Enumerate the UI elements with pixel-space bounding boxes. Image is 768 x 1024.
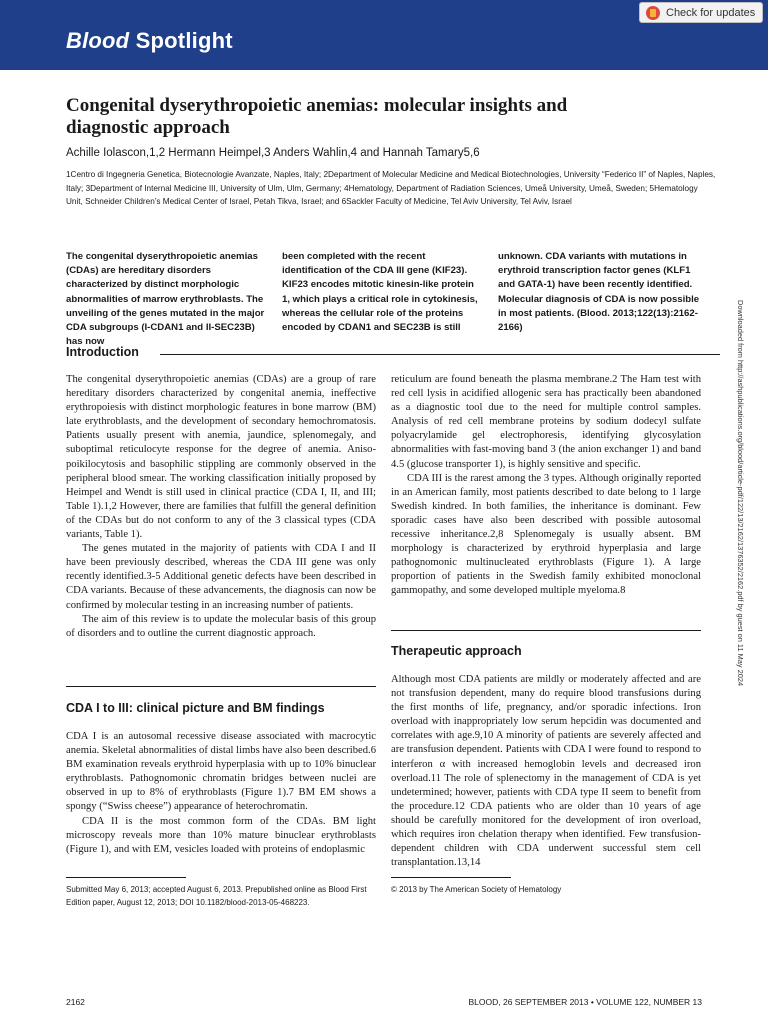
submission-note: Submitted May 6, 2013; accepted August 6, 2013. Prepublished online as Blood First Edition paper, August 12, 2013; DOI 10.1182/blood-2013-05-468223. xyxy=(66,885,367,907)
crossmark-icon xyxy=(646,6,660,20)
introduction-heading: Introduction xyxy=(66,345,139,359)
cda-paragraph-1: CDA I is an autosomal recessive disease associated with macrocytic anemia. Skeletal abnormalities of distal limbs have also been described.6 BM examination reveals erythroid hyperplasia with up to 10% binuclear erythroblasts. Pathognomonic chromatin bridges between nuclei are observed in up to 8% of erythroblasts (Figure 1).7 BM EM shows a spongy (“Swiss cheese”) appearance of heterochromatin. xyxy=(66,731,376,813)
abstract-col-1: The congenital dyserythropoietic anemias (CDAs) are hereditary disorders characterized by distinct morphologic abnormalities of marrow erythroblasts. The unveiling of the genes mutated in the major CDA subgroups (I-CDAN1 and II-SEC23B) has now xyxy=(66,251,265,348)
page-number: 2162 xyxy=(66,997,85,1007)
article-title: Congenital dyserythropoietic anemias: molecular insights and diagnostic approach xyxy=(66,95,568,138)
check-for-updates-button[interactable] xyxy=(639,2,763,23)
copyright-note: © 2013 by The American Society of Hematology xyxy=(391,885,562,894)
intro-paragraph-1: The congenital dyserythropoietic anemias (CDAs) are a group of rare hereditary disorders characterized by congenital anemia, ineffective erythropoiesis with distinct morphologic features in bone marrow (BM) late erythroblasts, and the development of secondary hemochromatosis. Patients usually present with anemia, jaundice, splenomegaly, and suboptimal reticulocyte response for the degree of anemia. Aniso-poikilocytosis and basophilic stippling are commonly observed in the peripheral blood smear. The working classification initially proposed by Heimpel and Wendt is still used in clinical practice (CDA I, II, and III; Table 1).1,2 However, there are families that fulfill the general definition of the CDAs but do not conform to any of the 3 classical types (CDA variants, Table 1). xyxy=(66,374,376,541)
cda-heading: CDA I to III: clinical picture and BM findings xyxy=(66,701,325,715)
journal-issue-info: BLOOD, 26 SEPTEMBER 2013 • VOLUME 122, NUMBER 13 xyxy=(468,997,702,1007)
check-updates-label: Check for updates xyxy=(666,6,756,19)
footnote-rule-left xyxy=(66,877,186,878)
therapeutic-heading: Therapeutic approach xyxy=(391,644,522,658)
affiliations: 1Centro di Ingegneria Genetica, Biotecnologie Avanzate, Naples, Italy; 2Department of Molecular Medicine and Medical Biotechnologies, University “Federico II” of Naples, Naples, Italy; 3Department of Internal Medicine III, University of Ulm, Ulm, Germany; 4Hematology, Department of Radiation Sciences, Umeå University, Umeå, Sweden; 5Hematology Unit, Schneider Children’s Medical Center of Israel, Petah Tikva, Israel; and 6Sackler Faculty of Medicine, Tel Aviv University, Tel Aviv, Israel xyxy=(66,170,716,206)
download-notice-text: Downloaded from http://ashpublications.org/blood/article-pdf/122/13/2162/1376352/2162.pdf by guest on 11 May 2024 xyxy=(736,300,745,687)
footnote-rule-right xyxy=(391,877,511,878)
abstract-col-2: been completed with the recent identification of the CDA III gene (KIF23). KIF23 encodes mitotic kinesin-like protein 1, which plays a critical role in cytokinesis, whereas the cellular role of the proteins encoded by CDAN1 and SEC23B is still xyxy=(282,251,478,334)
cda-section-rule xyxy=(66,686,376,687)
right-column-bottom xyxy=(391,673,701,870)
download-notice xyxy=(735,300,745,740)
section-name: Spotlight xyxy=(135,28,233,53)
therapeutic-section-rule xyxy=(391,630,701,631)
left-column-bottom xyxy=(66,730,376,857)
right-column-top xyxy=(391,373,701,599)
cda-right-paragraph-1: reticulum are found beneath the plasma membrane.2 The Ham test with red cell lysis in acidified allogenic sera has practically been abandoned as a diagnostic tool due to the need for multiple control samples. Analysis of red cell membrane proteins by sodium dodecyl sulfate polyacrylamide gel electrophoresis, identifying glycosylation abnormalities with fast-moving band 3 (the anion exchanger 1) and band 4.5 (glucose transporter 1), is highly sensitive and specific. xyxy=(391,374,701,470)
introduction-rule xyxy=(160,354,720,355)
author-list: Achille Iolascon,1,2 Hermann Heimpel,3 Anders Wahlin,4 and Hannah Tamary5,6 xyxy=(66,147,480,159)
banner-title xyxy=(66,28,233,54)
abstract-col-3: unknown. CDA variants with mutations in erythroid transcription factor genes (KLF1 and GATA-1) have been recently identified. Molecular diagnosis of CDA is now possible in most patients. (Blood. 2013;122(13):2162-2166) xyxy=(498,251,700,334)
therapeutic-paragraph-1: Although most CDA patients are mildly or moderately affected and are not transfusion dependent, many do require blood transfusions during the first months of life, pregnancy, and/or sporadic infections. Iron overload with inappropriately low serum hepcidin was documented and correlates with age.9,10 A minority of patients are severely affected and are transfusion dependent. Patients with CDA I were found to respond to interferon α with increased hemoglobin levels and decreased iron overload.11 The role of splenectomy in the management of CDA is yet undetermined; however, patients with CDA type II seem to benefit from the procedure.12 CDA patients who are older than 10 years of age should be carefully monitored for the development of iron overload, which requires iron chelation therapy when identified. Few transfusion-dependent children with CDA underwent successful stem cell transplantation.13,14 xyxy=(391,674,701,869)
journal-brand: Blood xyxy=(66,28,130,53)
left-column-top xyxy=(66,373,376,641)
intro-paragraph-3: The aim of this review is to update the molecular basis of this group of disorders and to outline the current diagnostic approach. xyxy=(66,613,376,639)
cda-right-paragraph-2: CDA III is the rarest among the 3 types. Although originally reported in an American family, most patients described to date belong to 1 large Swedish kindred. In both families, the inheritance is dominant. Few sporadic cases have also been described with possible autosomal recessive inheritance.2,8 Splenomegaly is usually absent. BM morphology is characterized by erythroid hyperplasia and large pathognomonic multinucleated erythroblasts (Figure 1). A large proportion of patients in the Swedish family exhibited monoclonal gammopathy, and some developed multiple myeloma.8 xyxy=(391,472,701,597)
intro-paragraph-2: The genes mutated in the majority of patients with CDA I and II have been previously described, whereas the CDA III gene was only recently identified.3-5 Additional genetic defects have been described in CDA variants. Because of these advancements, the diagnosis can now be confirmed by molecular testing in an increasing number of patients. xyxy=(66,543,376,611)
cda-paragraph-2: CDA II is the most common form of the CDAs. BM light microscopy reveals more than 10% mature binuclear erythroblasts (Figure 1), and with EM, vesicles loaded with proteins of endoplasmic xyxy=(66,815,376,855)
